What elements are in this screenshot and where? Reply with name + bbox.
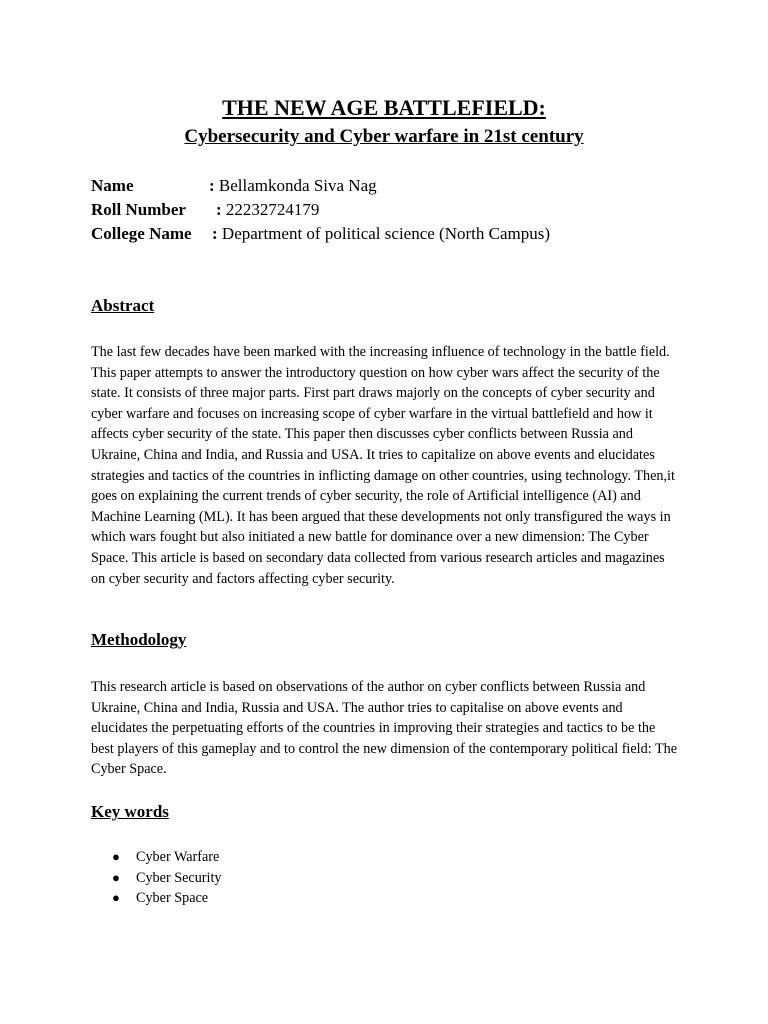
roll-number-label: Roll Number (91, 200, 186, 219)
document-subtitle: Cybersecurity and Cyber warfare in 21st century (184, 126, 584, 147)
roll-number-value: 22232724179 (225, 200, 320, 219)
roll-number-separator: : (216, 200, 222, 219)
name-separator: : (209, 176, 215, 195)
info-row-roll-number (91, 199, 319, 221)
methodology-paragraph: This research article is based on observations of the author on cyber conflicts between Russia and Ukraine, China and India, Russia and USA. The author tries to capitalise on above events and elucidates the perpetuating efforts of the countries in improving their strategies and tactics to be the best players of this gameplay and to control the new dimension of the contemporary political field: The Cyber Space. (91, 679, 677, 778)
keyword-label: Cyber Space (136, 890, 209, 907)
info-row-college-name (91, 223, 550, 245)
name-value: Bellamkonda Siva Nag (218, 176, 377, 195)
list-item (91, 888, 222, 909)
college-name-value: Department of political science (North Campus) (221, 224, 551, 243)
keywords-list (91, 847, 222, 909)
keyword-label: Cyber Warfare (136, 849, 220, 865)
list-item (91, 868, 222, 889)
college-name-separator: : (212, 224, 218, 243)
list-item (91, 847, 222, 868)
college-name-label: College Name (91, 224, 192, 243)
abstract-heading: Abstract (91, 296, 155, 315)
document-title: THE NEW AGE BATTLEFIELD: (222, 95, 546, 120)
methodology-heading: Methodology (91, 630, 187, 649)
name-label: Name (91, 176, 134, 195)
bullet-icon: ● (112, 869, 120, 885)
abstract-paragraph: The last few decades have been marked with the increasing influence of technology in the battle field. This paper attempts to answer the introductory question on how cyber wars affect the security of the state. It consists of three major parts. First part draws majorly on the concepts of cyber security and cyber warfare and focuses on increasing scope of cyber warfare in the virtual battlefield and how it affects cyber security of the state. This paper then discusses cyber conflicts between Russia and Ukraine, China and India, and Russia and USA. It tries to capitalize on above events and elucidates strategies and tactics of the countries in inflicting damage on other countries, using technology. Then,it goes on explaining the current trends of cyber security, the role of Artificial intelligence (AI) and Machine Learning (ML). It has been argued that these developments not only transfigured the ways in which wars fought but also initiated a new battle for dominance over a new dimension: The Cyber Space. This article is based on secondary data collected from various research articles and magazines on cyber security and factors affecting cyber security. (91, 344, 675, 587)
bullet-icon: ● (112, 849, 120, 864)
keyword-label: Cyber Security (136, 869, 222, 886)
keywords-heading: Key words (91, 802, 169, 821)
info-row-name (91, 175, 377, 197)
bullet-icon: ● (112, 890, 120, 906)
